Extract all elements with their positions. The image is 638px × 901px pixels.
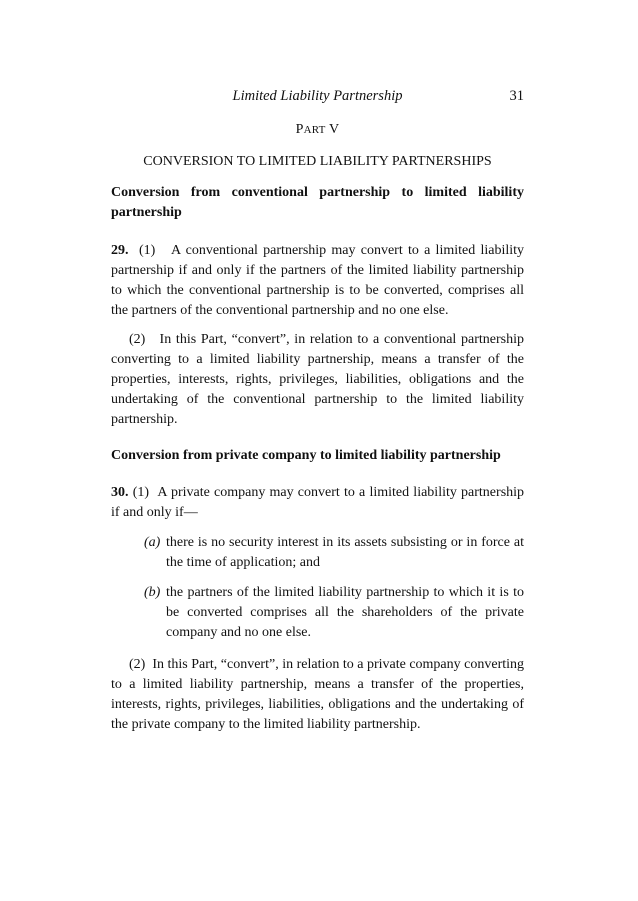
section-29-subsection-1	[111, 241, 524, 321]
part-title: CONVERSION TO LIMITED LIABILITY PARTNERSHIPS	[143, 154, 492, 169]
header-title: Limited Liability Partnership	[232, 88, 403, 104]
section-29-number: 29.	[111, 243, 129, 258]
item-a-label: (a)	[144, 535, 161, 550]
item-b-label: (b)	[144, 585, 161, 600]
section-30-sub2-label: (2)	[129, 657, 146, 672]
section-29-sub2-label: (2)	[129, 332, 146, 347]
part-word-initial: P	[295, 122, 304, 137]
page-number: 31	[509, 88, 524, 104]
section-30-sub1-label: (1)	[132, 485, 150, 500]
part-heading	[111, 122, 524, 138]
section-30-subsection-2	[111, 655, 524, 735]
item-b-text: the partners of the limited liability partnership to which it is to be converted comprises all the shareholders of the private company and no one else.	[166, 585, 524, 640]
section-30-sub1-text: A private company may convert to a limited liability partnership if and only if—	[111, 485, 525, 520]
part-word-rest: ART	[303, 124, 326, 136]
part-number: V	[329, 122, 340, 137]
section-30-subsection-1	[111, 483, 524, 523]
section-29-sub2-text: In this Part, “convert”, in relation to a conventional partnership converting to a limited liability partnership, means a transfer of the properties, interests, rights, privileges, liabilities, obligations and the undertaking of the conventional partnership to the limited liability partnership.	[111, 332, 525, 427]
item-a-text: there is no security interest in its assets subsisting or in force at the time of application; and	[166, 535, 524, 570]
section-29-sub1-label: (1)	[138, 243, 156, 258]
section-30-item-b	[144, 583, 524, 643]
section-30-item-a	[144, 533, 524, 573]
section-30-heading: Conversion from private company to limited liability partnership	[111, 448, 501, 463]
section-30-sub2-text: In this Part, “convert”, in relation to a private company converting to a limited liability partnership, means a transfer of the properties, interests, rights, privileges, liabilities, obligations and the undertaking of the private company to the limited liability partnership.	[111, 657, 525, 732]
section-29-subsection-2	[111, 330, 524, 430]
section-30-number: 30.	[111, 485, 129, 500]
running-header	[111, 88, 524, 108]
section-29-heading: Conversion from conventional partnership to limited liability partnership	[111, 185, 524, 220]
section-29-sub1-text: A conventional partnership may convert to a limited liability partnership if and only if the partners of the limited liability partnership to which the conventional partnership is to be converted, comprises all the partners of the conventional partnership and no one else.	[111, 243, 525, 318]
